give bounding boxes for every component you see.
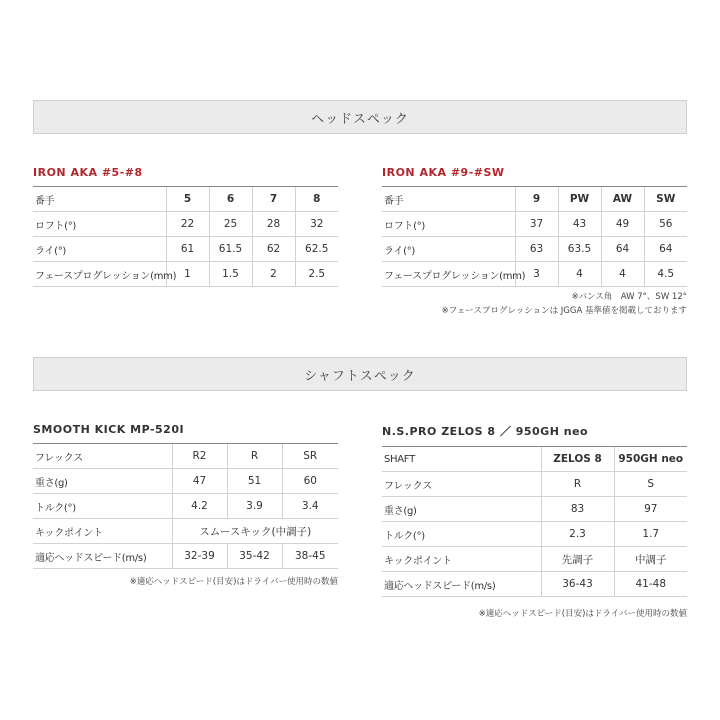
ns-pro-zelos-section [382,423,687,621]
smooth-kick-note: ※適応ヘッドスピード(目安)はドライバー使用時の数値 [129,577,338,587]
header-cell: SW [644,187,687,212]
table-cell: 2 [252,262,295,287]
table-cell: 62 [252,237,295,262]
table-cell: 97 [614,497,687,522]
row-label: ライ(°) [382,237,515,262]
table-row [382,497,687,522]
table-header-row [382,447,687,472]
iron-aka-5-8-title: IRON AKA #5-#8 [33,166,143,179]
table-cell: 4 [601,262,644,287]
smooth-kick-section [33,423,338,589]
smooth-kick-title: SMOOTH KICK MP-520I [33,423,185,436]
header-cell: 5 [166,187,209,212]
row-label: フェースプログレッション(mm) [382,262,515,287]
table-cell: 32-39 [172,544,227,569]
table-cell: 4.2 [172,494,227,519]
table-cell: 2.5 [295,262,338,287]
table-cell: スムースキック(中調子) [172,519,338,544]
table-row [382,522,687,547]
row-label: トルク(°) [33,494,172,519]
table-row [33,519,338,544]
table-cell: 62.5 [295,237,338,262]
iron-aka-9-sw-title: IRON AKA #9-#SW [382,166,505,179]
ns-pro-zelos-title: N.S.PRO ZELOS 8 ／ 950GH neo [382,425,589,438]
header-cell: AW [601,187,644,212]
table-cell: 28 [252,212,295,237]
table-cell: 3 [515,262,558,287]
header-cell: PW [558,187,601,212]
header-cell: SHAFT [382,447,541,472]
table-row [382,547,687,572]
header-cell: SR [282,444,338,469]
head-spec-banner [33,100,687,134]
table-cell: 60 [282,469,338,494]
row-label: 重さ(g) [33,469,172,494]
iron-aka-9-sw-table [382,186,687,287]
table-cell: 47 [172,469,227,494]
table-row [33,237,338,262]
row-label: ライ(°) [33,237,166,262]
table-row [33,262,338,287]
row-label: トルク(°) [382,522,541,547]
iron-aka-5-8-section [33,166,338,287]
table-cell: 1.7 [614,522,687,547]
header-cell: 9 [515,187,558,212]
table-cell: 41-48 [614,572,687,597]
table-row [382,572,687,597]
table-cell: 3.4 [282,494,338,519]
table-cell: 83 [541,497,614,522]
row-label: キックポイント [33,519,172,544]
row-label: フレックス [382,472,541,497]
iron-aka-5-8-table [33,186,338,287]
table-cell: 1 [166,262,209,287]
table-row [382,262,687,287]
table-cell: 1.5 [209,262,252,287]
header-cell: 番手 [33,187,166,212]
table-cell: 63.5 [558,237,601,262]
table-row [33,469,338,494]
header-cell: R2 [172,444,227,469]
face-progression-note: ※フェースプログレッションは JGGA 基準値を掲載しております [441,306,687,316]
shaft-spec-banner [33,357,687,391]
table-cell: 61.5 [209,237,252,262]
table-row [33,544,338,569]
table-cell: 22 [166,212,209,237]
table-cell: 先調子 [541,547,614,572]
table-row [382,212,687,237]
table-cell: 36-43 [541,572,614,597]
table-row [382,237,687,262]
table-cell: 61 [166,237,209,262]
table-cell: 64 [644,237,687,262]
table-cell: 43 [558,212,601,237]
header-cell: 7 [252,187,295,212]
smooth-kick-table [33,443,338,569]
table-cell: 49 [601,212,644,237]
bounce-angle-note: ※バンス角 AW 7°、SW 12° [571,292,687,302]
header-cell: 6 [209,187,252,212]
row-label: 適応ヘッドスピード(m/s) [33,544,172,569]
table-row [33,212,338,237]
header-cell: R [227,444,282,469]
table-cell: S [614,472,687,497]
table-header-row [33,187,338,212]
table-cell: 37 [515,212,558,237]
table-cell: 51 [227,469,282,494]
header-cell: 8 [295,187,338,212]
row-label: ロフト(°) [382,212,515,237]
header-cell: 950GH neo [614,447,687,472]
table-header-row [33,444,338,469]
table-cell: 3.9 [227,494,282,519]
iron-aka-9-sw-section [382,166,687,287]
ns-pro-note: ※適応ヘッドスピード(目安)はドライバー使用時の数値 [478,609,687,619]
table-header-row [382,187,687,212]
table-cell: R [541,472,614,497]
table-cell: 4.5 [644,262,687,287]
row-label: フェースプログレッション(mm) [33,262,166,287]
row-label: ロフト(°) [33,212,166,237]
row-label: 重さ(g) [382,497,541,522]
header-cell: フレックス [33,444,172,469]
table-cell: 64 [601,237,644,262]
table-cell: 38-45 [282,544,338,569]
row-label: キックポイント [382,547,541,572]
table-cell: 35-42 [227,544,282,569]
table-row [382,472,687,497]
shaft-spec-title: シャフトスペック [304,368,416,384]
table-cell: 中調子 [614,547,687,572]
header-cell: ZELOS 8 [541,447,614,472]
table-cell: 32 [295,212,338,237]
table-cell: 2.3 [541,522,614,547]
table-cell: 56 [644,212,687,237]
head-spec-title: ヘッドスペック [311,111,409,127]
ns-pro-zelos-table [382,446,687,597]
header-cell: 番手 [382,187,515,212]
table-cell: 63 [515,237,558,262]
table-cell: 25 [209,212,252,237]
row-label: 適応ヘッドスピード(m/s) [382,572,541,597]
table-row [33,494,338,519]
table-cell: 4 [558,262,601,287]
